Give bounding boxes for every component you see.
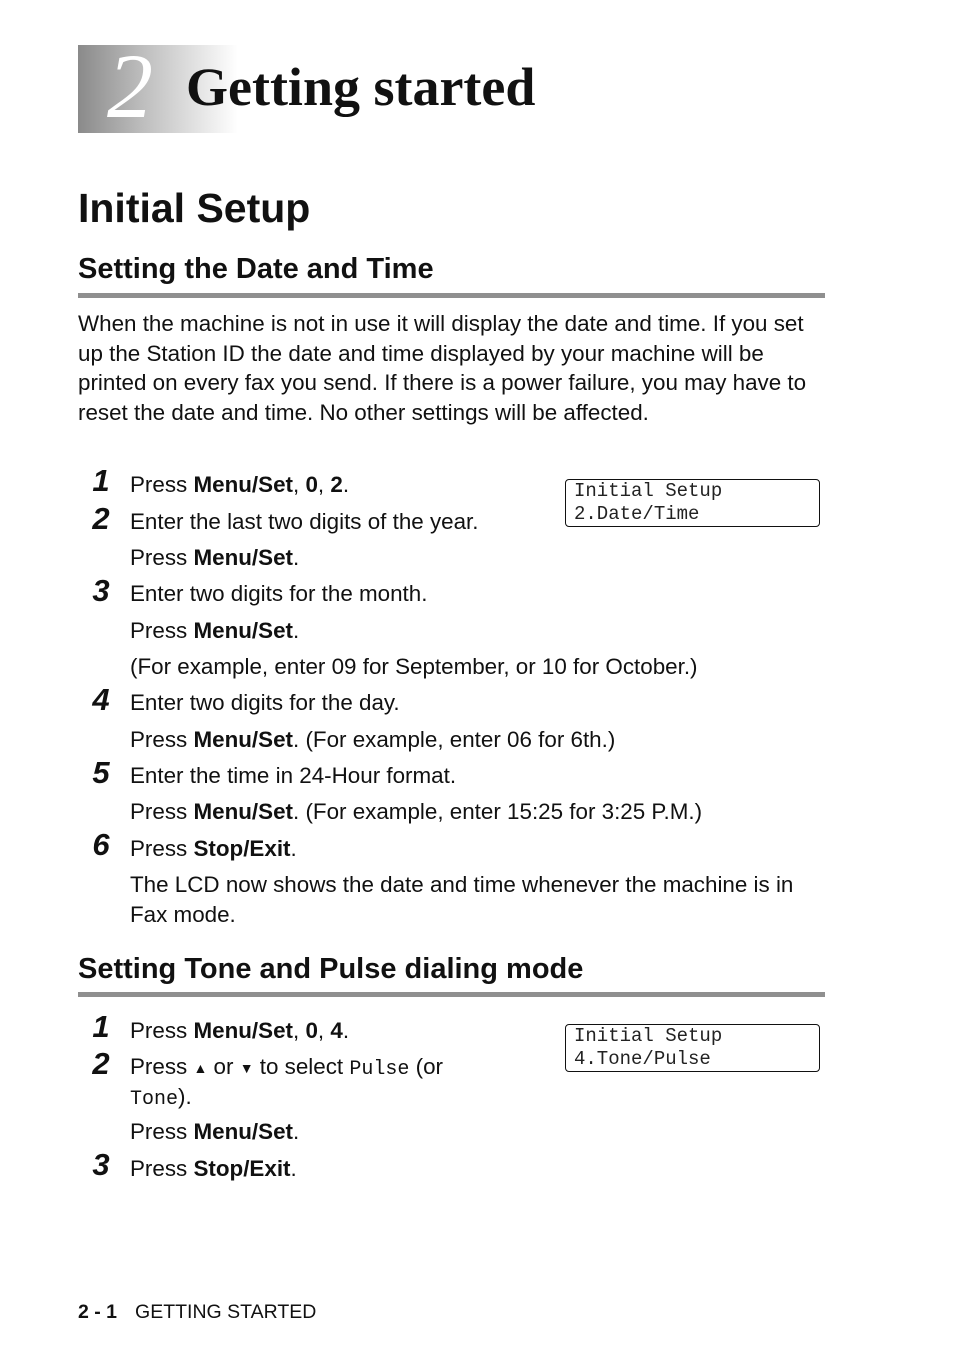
lcd-line-1: Initial Setup (574, 480, 723, 502)
step-number: 2 (92, 1046, 110, 1081)
date-time-intro: When the machine is not in use it will display the date and time. If you set up the Station ID the date and time displayed by your machine will be printed on every fax you send. If there is a power failure, you may have to reset the date and time. No other settings will be affected. (78, 311, 807, 425)
date-time-rule (78, 293, 825, 298)
step-line: Press ▲ or ▼ to select Pulse (or (130, 1054, 443, 1081)
down-arrow-icon: ▼ (239, 1060, 254, 1076)
step-line: Enter the last two digits of the year. (130, 509, 479, 534)
step-line: Tone). (130, 1084, 192, 1111)
chapter-number: 2 (107, 35, 153, 137)
page-footer (78, 1300, 316, 1324)
step-number: 6 (92, 827, 110, 862)
section-title: Initial Setup (78, 185, 311, 231)
lcd-line-2: 2.Date/Time (574, 502, 700, 525)
step-line: Enter two digits for the day. (130, 690, 400, 715)
step-line: Press Menu/Set. (130, 545, 300, 570)
step-number: 2 (92, 501, 110, 536)
step-line: Press Menu/Set. (For example, enter 06 for 6th.) (130, 727, 616, 752)
lcd-display-tone-pulse (565, 1024, 820, 1072)
tone-pulse-heading: Setting Tone and Pulse dialing mode (78, 953, 584, 985)
step-line: Press Menu/Set. (For example, enter 15:25 for 3:25 P.M.) (130, 799, 703, 824)
step-line: Enter the time in 24-Hour format. (130, 763, 457, 788)
lcd-line-1: Initial Setup (574, 1025, 723, 1047)
step-line: Press Stop/Exit. (130, 836, 297, 861)
step-number: 1 (92, 463, 110, 498)
step-number: 4 (92, 682, 110, 717)
page-number: 2 - 1 (78, 1301, 118, 1323)
lcd-option-tone: Tone (130, 1088, 179, 1111)
step-line: (For example, enter 09 for September, or 10 for October.) (130, 654, 698, 679)
step-line: Press Menu/Set, 0, 4. (130, 1018, 350, 1043)
step-line: Press Menu/Set. (130, 1119, 300, 1144)
step-number: 5 (92, 755, 110, 790)
date-time-heading: Setting the Date and Time (78, 253, 434, 285)
step-line: The LCD now shows the date and time whenever the machine is in Fax mode. (130, 872, 794, 927)
lcd-line-2: 4.Tone/Pulse (574, 1047, 711, 1070)
footer-section: GETTING STARTED (135, 1301, 317, 1323)
step-number: 3 (92, 573, 110, 608)
step-line: Enter two digits for the month. (130, 581, 428, 606)
step-number: 3 (92, 1147, 110, 1182)
up-arrow-icon: ▲ (193, 1060, 208, 1076)
lcd-option-pulse: Pulse (349, 1058, 410, 1081)
lcd-display-date-time (565, 479, 820, 527)
step-line: Press Stop/Exit. (130, 1156, 297, 1181)
step-line: Press Menu/Set, 0, 2. (130, 472, 350, 497)
tone-pulse-rule (78, 992, 825, 997)
step-line: Press Menu/Set. (130, 618, 300, 643)
step-number: 1 (92, 1009, 110, 1044)
chapter-title: Getting started (186, 57, 536, 117)
